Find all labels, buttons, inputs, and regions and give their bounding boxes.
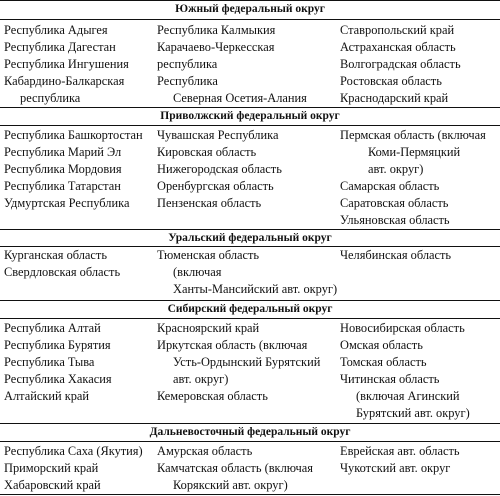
rule — [0, 107, 500, 108]
region: Корякский авт. округ) — [173, 478, 288, 492]
column — [340, 127, 498, 229]
region: Коми-Пермяцкий — [368, 145, 461, 159]
region: Ульяновская область — [340, 213, 450, 227]
region: Республика Саха (Якутия) — [4, 444, 143, 458]
column — [4, 127, 154, 212]
column — [157, 127, 337, 212]
district-title: Южный федеральный округ — [175, 3, 325, 15]
rule — [0, 423, 500, 424]
district-title: Приволжский федеральный округ — [160, 110, 340, 122]
region: Кемеровская область — [157, 389, 268, 403]
region: Иркутская область (включая — [157, 338, 308, 352]
region: Свердловская область — [4, 265, 121, 279]
region: авт. округ) — [368, 162, 424, 176]
region: Новосибирская область — [340, 321, 465, 335]
rule — [0, 494, 500, 495]
column — [340, 22, 498, 107]
region: Курганская область — [4, 248, 108, 262]
region: Томская область — [340, 355, 427, 369]
region: Волгоградская область — [340, 57, 461, 71]
region: Тюменская область — [157, 248, 260, 262]
region: Усть-Ордынский Бурятский — [173, 355, 321, 369]
region: Приморский край — [4, 461, 99, 475]
region: Кабардино-Балкарская — [4, 74, 125, 88]
region: республика — [20, 91, 81, 105]
region: Челябинская область — [340, 248, 452, 262]
column — [157, 247, 337, 298]
region: республика — [157, 57, 218, 71]
column — [4, 320, 154, 405]
region: Республика Дагестан — [4, 40, 116, 54]
column — [157, 320, 337, 405]
region: Еврейская авт. область — [340, 444, 460, 458]
column — [4, 22, 154, 107]
region: Республика Мордовия — [4, 162, 122, 176]
rule — [0, 19, 500, 20]
column — [157, 22, 337, 107]
rule — [0, 229, 500, 230]
district-title: Уральский федеральный округ — [168, 232, 332, 244]
region: Амурская область — [157, 444, 253, 458]
region: Северная Осетия-Алания — [173, 91, 307, 105]
rule — [0, 300, 500, 301]
region: Читинская область — [340, 372, 440, 386]
region: Республика Алтай — [4, 321, 101, 335]
region: Оренбургская область — [157, 179, 274, 193]
rule — [0, 125, 500, 126]
region: Алтайский край — [4, 389, 90, 403]
rule — [0, 441, 500, 442]
column — [340, 443, 498, 477]
region: Республика Татарстан — [4, 179, 121, 193]
region: Республика Марий Эл — [4, 145, 122, 159]
region: Республика Тыва — [4, 355, 95, 369]
column — [4, 443, 154, 494]
district-title: Сибирский федеральный округ — [167, 303, 333, 315]
region: Республика Калмыкия — [157, 23, 276, 37]
region: Республика — [157, 74, 218, 88]
region: (включая Агинский — [356, 389, 460, 403]
column — [340, 320, 498, 422]
region: Республика Башкортостан — [4, 128, 143, 142]
region: Республика Адыгея — [4, 23, 108, 37]
region: Кировская область — [157, 145, 257, 159]
region: Нижегородская область — [157, 162, 282, 176]
region: Республика Ингушения — [4, 57, 129, 71]
region: Ростовская область — [340, 74, 442, 88]
region: Пермская область (включая — [340, 128, 486, 142]
region: Бурятский авт. округ) — [356, 406, 470, 420]
column — [157, 443, 337, 494]
region: Ханты-Мансийский авт. округ) — [173, 282, 338, 296]
region: Чувашская Республика — [157, 128, 279, 142]
column — [340, 247, 498, 264]
region: Республика Хакасия — [4, 372, 112, 386]
rule — [0, 0, 500, 1]
region: Самарская область — [340, 179, 440, 193]
region: Пензенская область — [157, 196, 262, 210]
column — [4, 247, 154, 281]
region: (включая — [173, 265, 222, 279]
region: Саратовская область — [340, 196, 449, 210]
region: Карачаево-Черкесская — [157, 40, 275, 54]
region: Красноярский край — [157, 321, 260, 335]
region: Омская область — [340, 338, 423, 352]
district-title: Дальневосточный федеральный округ — [149, 426, 351, 438]
region: Хабаровский край — [4, 478, 101, 492]
region: Астраханская область — [340, 40, 456, 54]
region: Краснодарский край — [340, 91, 449, 105]
region: Удмуртская Республика — [4, 196, 130, 210]
region: Республика Бурятия — [4, 338, 111, 352]
region: авт. округ) — [173, 372, 229, 386]
region: Ставропольский край — [340, 23, 455, 37]
region: Камчатская область (включая — [157, 461, 313, 475]
region: Чукотский авт. округ — [340, 461, 451, 475]
rule — [0, 318, 500, 319]
